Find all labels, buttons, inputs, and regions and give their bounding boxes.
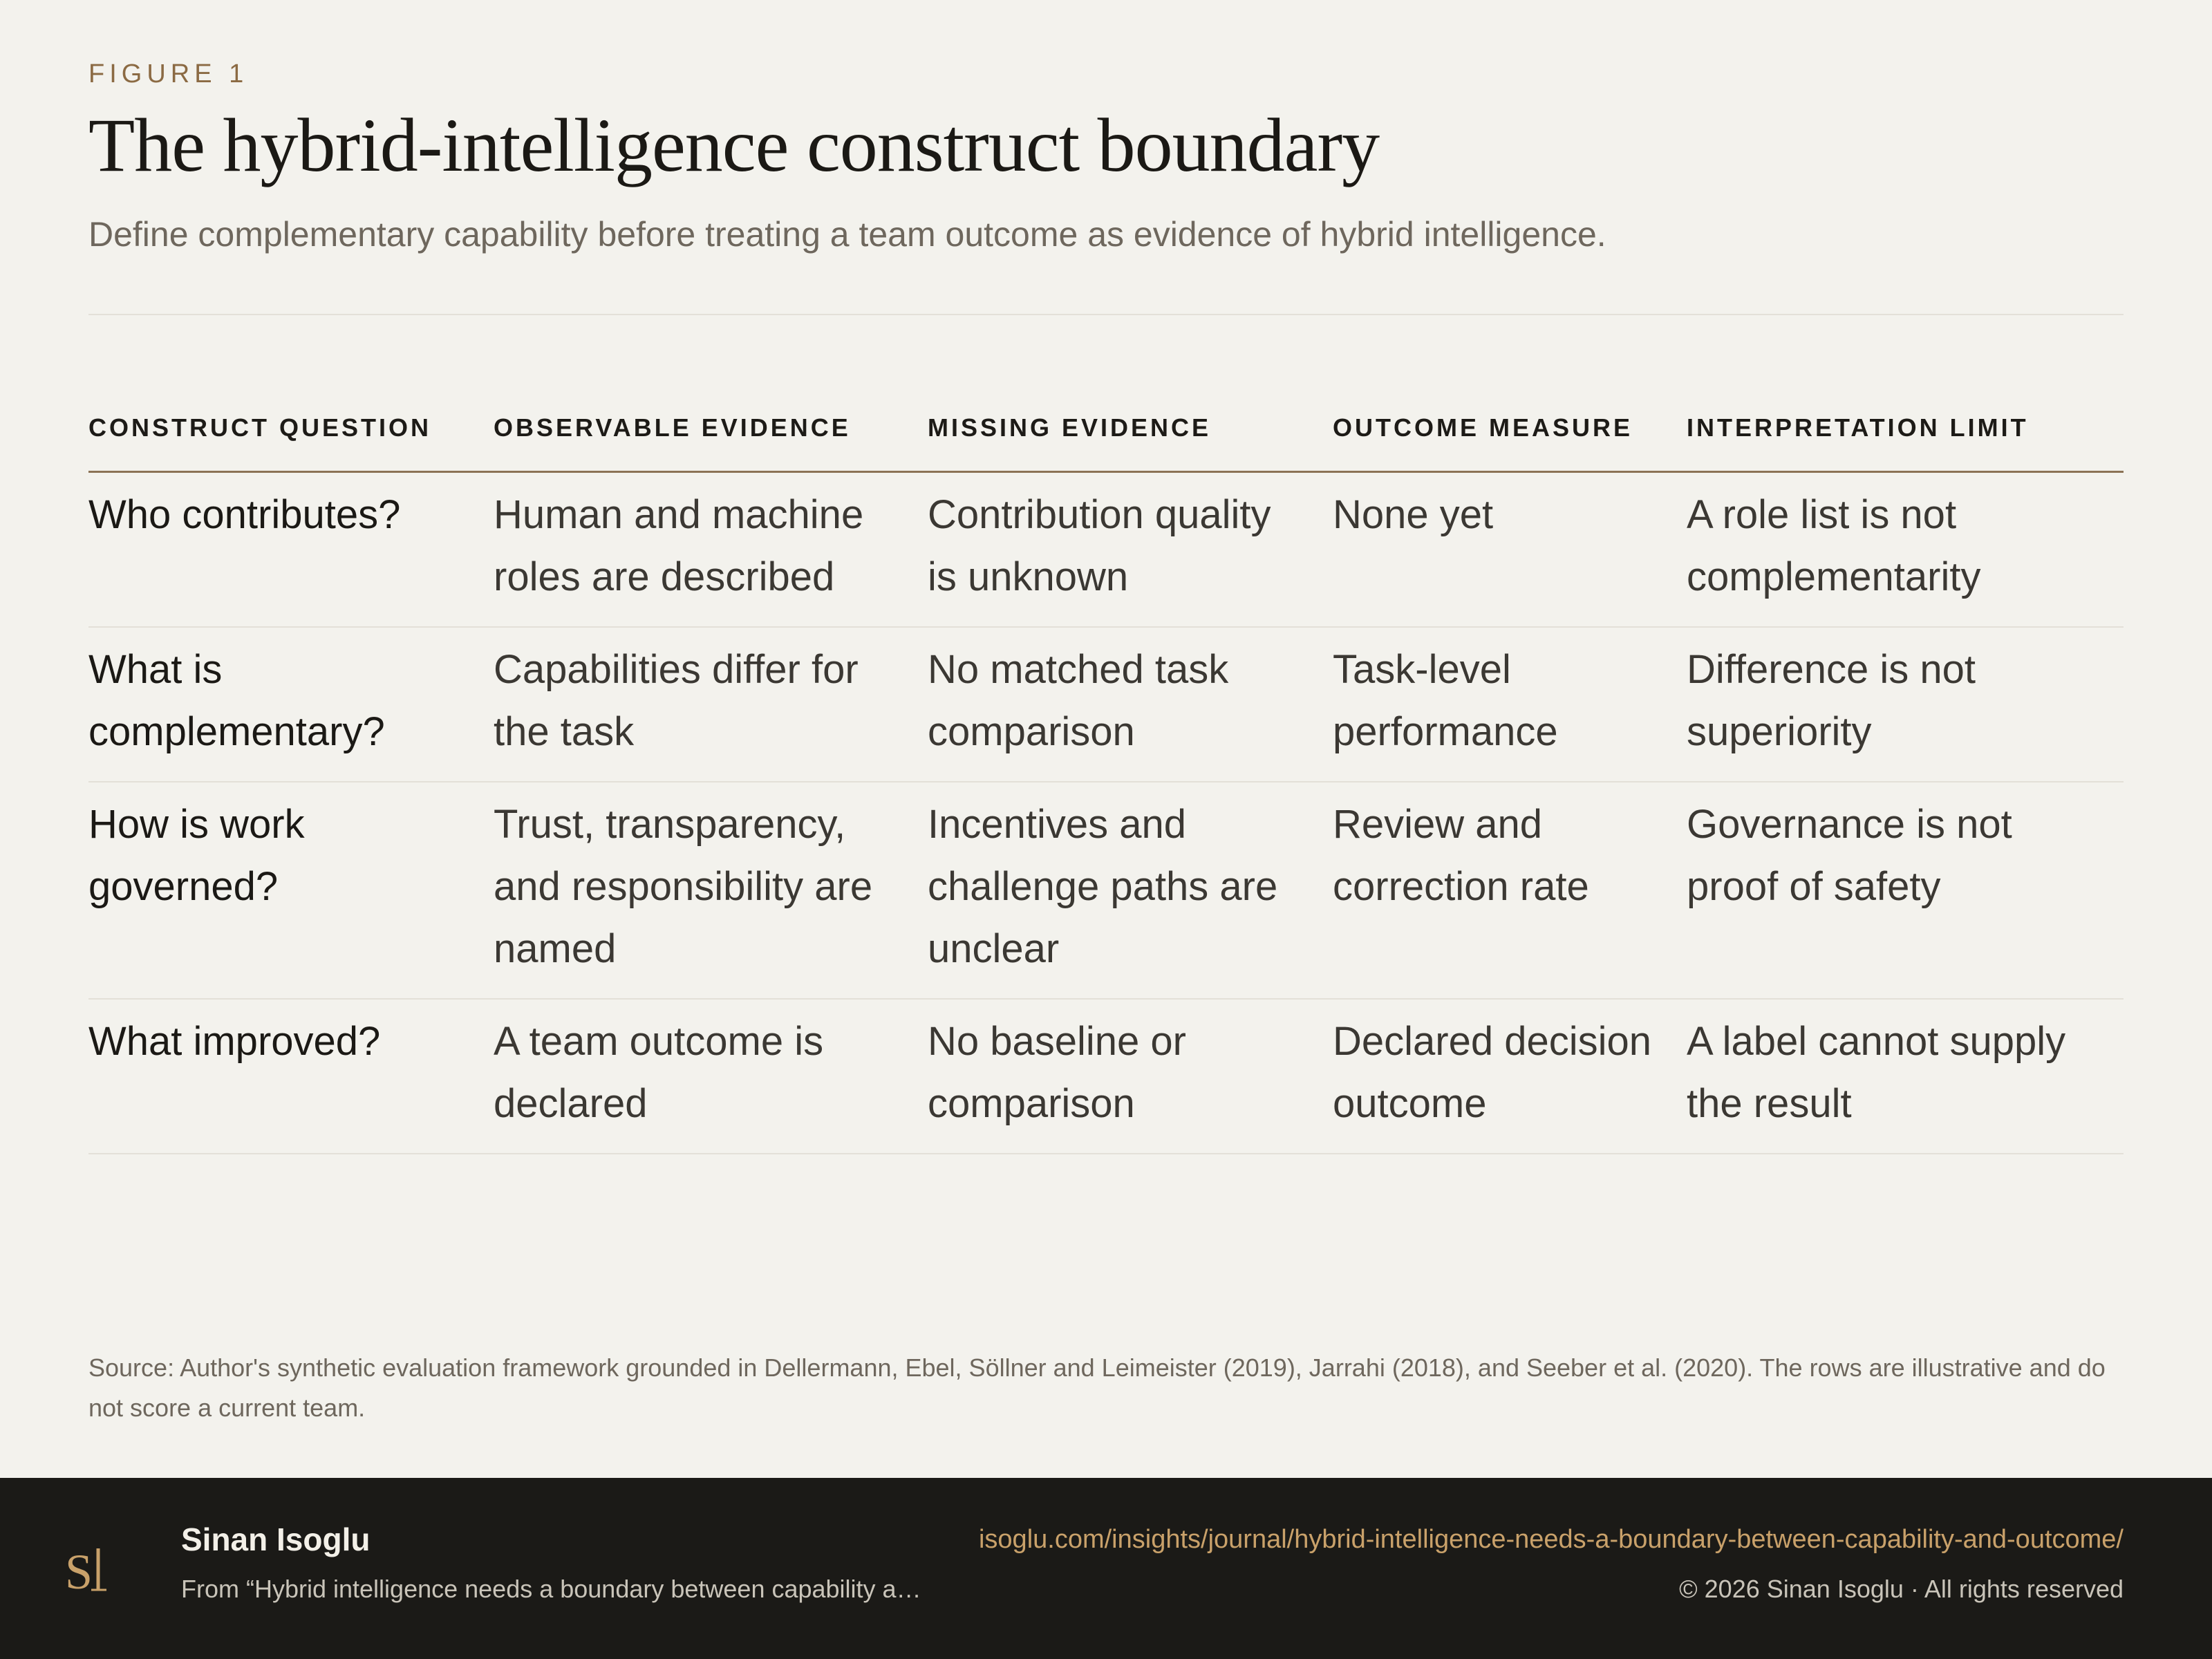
article-link[interactable]: isoglu.com/insights/journal/hybrid-intelligence-needs-a-boundary-between-capability-and-outcome/: [978, 1525, 2124, 1554]
column-header-interpretation-limit: INTERPRETATION LIMIT: [1687, 401, 2124, 471]
cell-observable-evidence: Capabilities differ for the task: [494, 627, 928, 782]
cell-interpretation-limit: A role list is not complementarity: [1687, 471, 2124, 627]
table-row: [88, 627, 2124, 782]
column-header-missing-evidence: MISSING EVIDENCE: [928, 401, 1333, 471]
cell-observable-evidence: Human and machine roles are described: [494, 471, 928, 627]
table-row: [88, 999, 2124, 1154]
table-header-row: [88, 401, 2124, 471]
cell-construct-question: How is work governed?: [88, 782, 494, 999]
cell-construct-question: What improved?: [88, 999, 494, 1154]
divider: [88, 314, 2124, 315]
column-header-observable-evidence: OBSERVABLE EVIDENCE: [494, 401, 928, 471]
cell-missing-evidence: No matched task comparison: [928, 627, 1333, 782]
cell-missing-evidence: Incentives and challenge paths are unclear: [928, 782, 1333, 999]
cell-observable-evidence: Trust, transparency, and responsibility are named: [494, 782, 928, 999]
cell-construct-question: Who contributes?: [88, 471, 494, 627]
cell-interpretation-limit: Governance is not proof of safety: [1687, 782, 2124, 999]
page-title: The hybrid-intelligence construct boundary: [88, 103, 1380, 187]
cell-interpretation-limit: Difference is not superiority: [1687, 627, 2124, 782]
cell-missing-evidence: No baseline or comparison: [928, 999, 1333, 1154]
cell-outcome-measure: Task-level performance: [1333, 627, 1687, 782]
cell-observable-evidence: A team outcome is declared: [494, 999, 928, 1154]
table-row: [88, 471, 2124, 627]
column-header-outcome-measure: OUTCOME MEASURE: [1333, 401, 1687, 471]
source-note: Source: Author's synthetic evaluation framework grounded in Dellermann, Ebel, Söllner and Leimeister (2019), Jarrahi (2018), and Seeber et al. (2020). The rows are illustrative and do not score a current team.: [88, 1353, 2106, 1422]
page-subtitle: Define complementary capability before treating a team outcome as evidence of hybrid intelligence.: [88, 215, 1606, 254]
svg-text:S: S: [65, 1544, 93, 1600]
cell-outcome-measure: None yet: [1333, 471, 1687, 627]
column-header-construct-question: CONSTRUCT QUESTION: [88, 401, 494, 471]
construct-table: [88, 401, 2124, 1154]
cell-outcome-measure: Review and correction rate: [1333, 782, 1687, 999]
monogram-si-icon: [64, 1540, 119, 1602]
cell-missing-evidence: Contribution quality is unknown: [928, 471, 1333, 627]
cell-outcome-measure: Declared decision outcome: [1333, 999, 1687, 1154]
article-reference: From “Hybrid intelligence needs a boundary between capability a…: [181, 1575, 921, 1603]
footer: [0, 1478, 2212, 1659]
author-name: Sinan Isoglu: [181, 1521, 371, 1557]
table-row: [88, 782, 2124, 999]
cell-interpretation-limit: A label cannot supply the result: [1687, 999, 2124, 1154]
copyright-notice: © 2026 Sinan Isoglu · All rights reserved: [1679, 1575, 2124, 1603]
cell-construct-question: What is complementary?: [88, 627, 494, 782]
figure-eyebrow: FIGURE 1: [88, 59, 249, 88]
